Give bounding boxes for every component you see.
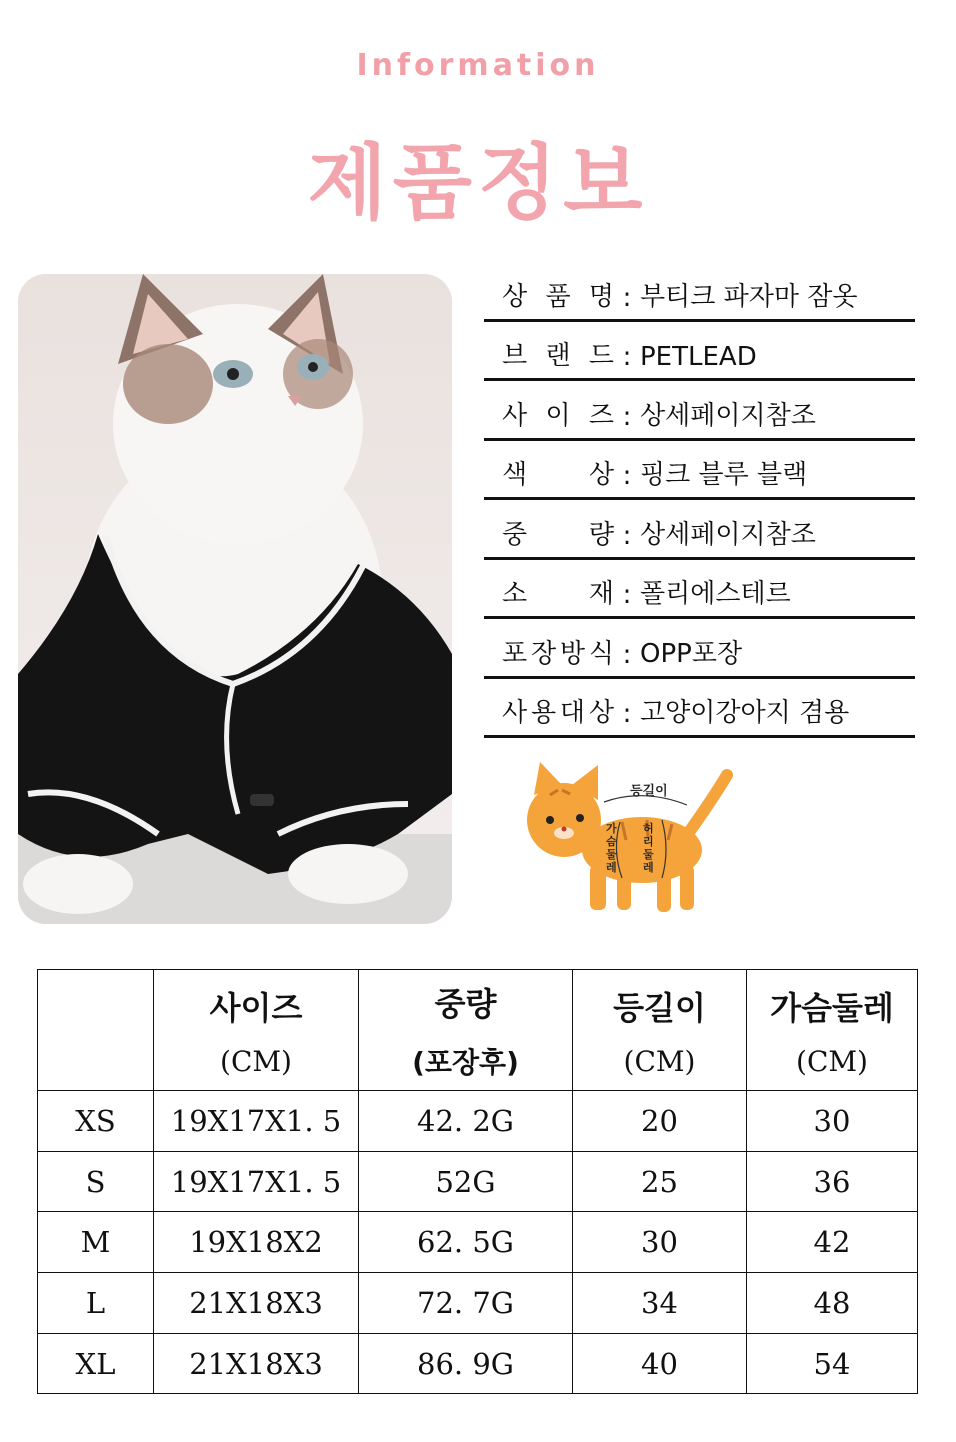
spec-label <box>484 335 614 372</box>
spec-label-char: 상 <box>502 281 528 312</box>
spec-label-char: 중 <box>502 519 528 550</box>
spec-colon: : <box>622 282 632 313</box>
spec-label-char: 즈 <box>588 400 614 431</box>
spec-label-char: 식 <box>588 638 614 669</box>
spec-label-char: 색 <box>502 460 528 490</box>
spec-label <box>484 454 614 491</box>
svg-text:허리둘레: 허 리 둘 레 <box>643 822 654 874</box>
spec-label <box>484 514 614 551</box>
spec-row <box>484 381 915 441</box>
table-header-cell <box>154 970 359 1091</box>
table-row <box>38 1091 918 1152</box>
spec-colon: : <box>622 639 632 670</box>
spec-label <box>484 573 614 610</box>
spec-label-char: 랜 <box>545 341 571 371</box>
table-header-title: 가슴둘레 <box>770 988 894 1027</box>
spec-label-char: 소 <box>502 579 528 609</box>
table-cell: 34 <box>573 1273 747 1334</box>
size-name-cell: M <box>38 1212 154 1273</box>
size-name-cell: XL <box>38 1333 154 1394</box>
spec-label-char: 상 <box>588 698 614 728</box>
spec-row <box>484 500 915 560</box>
spec-label-char: 량 <box>588 519 614 550</box>
table-cell: 19X18X2 <box>154 1212 359 1273</box>
spec-label-char: 명 <box>588 281 614 312</box>
cat-in-pajama-image <box>18 274 452 924</box>
table-header-title: 사이즈 <box>209 988 303 1027</box>
table-row <box>38 1333 918 1394</box>
size-name-cell: XS <box>38 1091 154 1152</box>
table-cell: 30 <box>573 1212 747 1273</box>
table-cell: 54 <box>747 1333 918 1394</box>
spec-colon: : <box>622 401 632 432</box>
table-row <box>38 1273 918 1334</box>
table-cell: 21X18X3 <box>154 1273 359 1334</box>
spec-label-char: 드 <box>588 341 614 371</box>
table-cell: 42. 2G <box>359 1091 573 1152</box>
spec-value: 상세페이지참조 <box>640 400 816 431</box>
header-subtitle: Information <box>356 48 600 83</box>
spec-value: 상세페이지참조 <box>640 519 816 550</box>
spec-label-char: 장 <box>530 638 557 669</box>
svg-text:가슴둘레: 가 슴 둘 레 <box>606 822 617 874</box>
cat-measure-icon <box>522 760 742 920</box>
table-header-cell <box>573 970 747 1091</box>
table-cell: 20 <box>573 1091 747 1152</box>
spec-value: 폴리에스테르 <box>640 579 791 609</box>
spec-colon: : <box>622 461 632 491</box>
spec-label-char: 용 <box>530 698 557 728</box>
spec-label <box>484 395 614 432</box>
spec-label-char: 상 <box>588 460 614 490</box>
table-cell: 52G <box>359 1151 573 1212</box>
table-header-unit: (CM) <box>623 1044 696 1078</box>
spec-value: 고양이강아지 겸용 <box>640 698 850 728</box>
spec-label-char: 포 <box>502 638 528 669</box>
table-cell: 72. 7G <box>359 1273 573 1334</box>
spec-label <box>484 633 614 670</box>
table-cell: 42 <box>747 1212 918 1273</box>
table-cell: 30 <box>747 1091 918 1152</box>
table-header-unit: (CM) <box>796 1044 868 1078</box>
spec-label-char: 재 <box>588 579 614 609</box>
table-cell: 40 <box>573 1333 747 1394</box>
spec-row <box>484 322 915 382</box>
measurement-diagram <box>522 760 742 920</box>
waist-label <box>642 821 654 874</box>
spec-row <box>484 441 915 501</box>
size-table <box>37 969 918 1394</box>
spec-label-char: 대 <box>559 698 586 728</box>
table-cell: 21X18X3 <box>154 1333 359 1394</box>
table-row <box>38 1212 918 1273</box>
table-header-title: 중량 <box>434 985 497 1023</box>
chest-label <box>605 821 617 874</box>
spec-row <box>484 619 915 679</box>
spec-label-char: 브 <box>502 341 528 371</box>
table-row <box>38 1151 918 1212</box>
size-name-cell: L <box>38 1273 154 1334</box>
table-cell: 19X17X1. 5 <box>154 1091 359 1152</box>
spec-value: 부티크 파자마 잠옷 <box>640 281 858 312</box>
table-header-row <box>38 970 918 1091</box>
spec-label-char: 방 <box>559 638 586 669</box>
spec-list <box>484 262 915 738</box>
table-header-title: 등길이 <box>613 988 706 1027</box>
table-cell: 19X17X1. 5 <box>154 1151 359 1212</box>
table-header-cell <box>38 970 154 1091</box>
size-name-cell: S <box>38 1151 154 1212</box>
spec-row <box>484 679 915 739</box>
table-header-unit: (CM) <box>220 1044 292 1078</box>
table-cell: 86. 9G <box>359 1333 573 1394</box>
table-header-cell <box>747 970 918 1091</box>
spec-label-char: 사 <box>502 400 528 431</box>
spec-label-char: 사 <box>502 698 528 728</box>
spec-colon: : <box>622 580 632 610</box>
spec-label <box>484 692 614 729</box>
product-photo <box>18 274 452 924</box>
spec-colon: : <box>622 342 632 372</box>
spec-row <box>484 262 915 322</box>
spec-value: 핑크 블루 블랙 <box>640 460 808 490</box>
spec-value: PETLEAD <box>640 342 757 372</box>
spec-label <box>484 276 614 313</box>
table-header-cell <box>359 970 573 1091</box>
spec-colon: : <box>622 699 632 729</box>
back-length-label: 등길이 <box>630 784 668 799</box>
spec-label-char: 이 <box>545 400 571 431</box>
table-cell: 48 <box>747 1273 918 1334</box>
page-title: 제품정보 <box>307 136 649 231</box>
table-cell: 36 <box>747 1151 918 1212</box>
spec-label-char: 품 <box>545 281 571 312</box>
spec-row <box>484 560 915 620</box>
table-header-unit: (포장후) <box>412 1046 519 1079</box>
spec-colon: : <box>622 520 632 551</box>
table-cell: 62. 5G <box>359 1212 573 1273</box>
spec-value: OPP포장 <box>640 638 743 669</box>
table-cell: 25 <box>573 1151 747 1212</box>
